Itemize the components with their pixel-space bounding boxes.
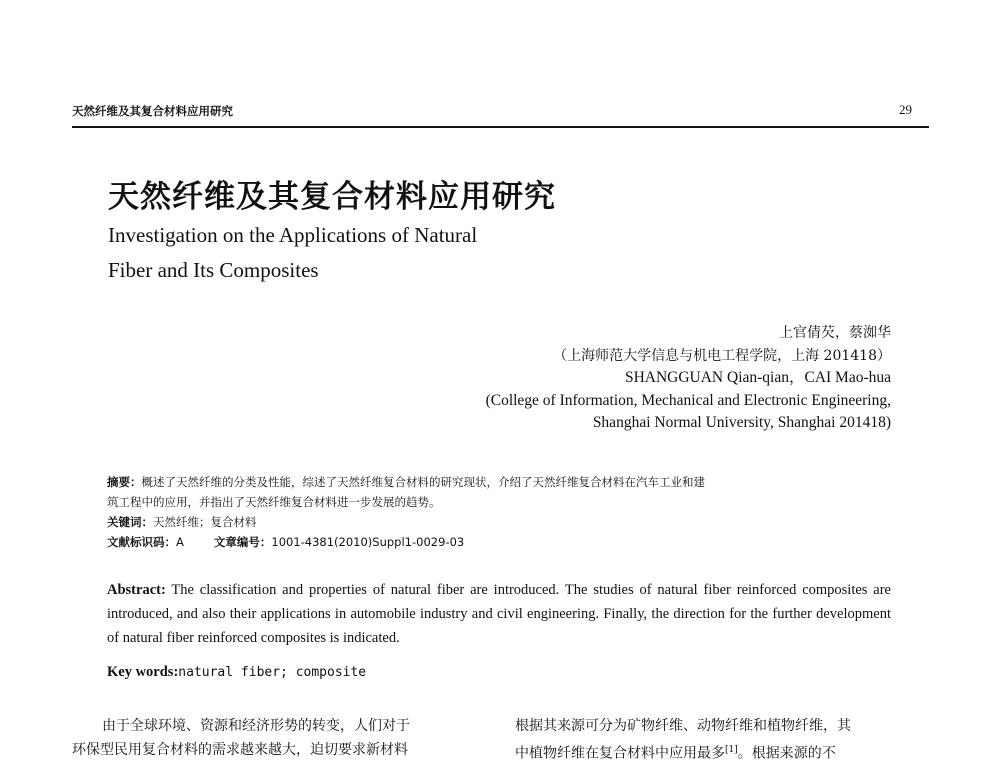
affiliation-chinese: （上海师范大学信息与机电工程学院，上海 201418）: [553, 347, 891, 364]
title-english-line-1: Investigation on the Applications of Natural: [108, 223, 478, 247]
abstract-chinese-label: 摘要：: [107, 475, 142, 489]
doc-code-value: A: [176, 535, 184, 549]
body-left-line-2: 环保型民用复合材料的需求越来越大，迫切要求新材料: [72, 742, 408, 758]
abstract-chinese: [107, 472, 892, 552]
keywords-chinese-label: 关键词：: [107, 515, 153, 529]
body-right-line-1: 根据其来源可分为矿物纤维、动物纤维和植物纤维，其: [515, 718, 851, 734]
keywords-chinese: [107, 512, 892, 532]
title-english: [108, 218, 668, 288]
affiliation-english-line-1: (College of Information, Mechanical and Electronic Engineering,: [485, 391, 891, 409]
title-english-line-2: Fiber and Its Composites: [108, 258, 319, 282]
author-names-chinese: 上官倩芡，蔡洳华: [779, 325, 891, 341]
keywords-english: [107, 664, 366, 681]
page-number: 29: [899, 102, 912, 117]
body-column-right: [515, 714, 930, 760]
author-names-english: SHANGGUAN Qian-qian，CAI Mao-hua: [624, 369, 891, 386]
keywords-english-value: natural fiber; composite: [178, 665, 367, 680]
running-head: [72, 100, 928, 122]
title-chinese: 天然纤维及其复合材料应用研究: [108, 179, 556, 215]
body-right-line-2-a: 中植物纤维在复合材料中应用最多: [515, 745, 725, 760]
keywords-english-label: Key words:: [107, 664, 179, 680]
body-left-line-1: 由于全球环境、资源和经济形势的转变，人们对于: [102, 718, 410, 734]
abstract-english-label: Abstract:: [107, 582, 166, 598]
body-column-left: [72, 714, 492, 760]
body-right-line-2: [515, 738, 930, 760]
affiliation-english-line-2: Shanghai Normal University, Shanghai 201418): [592, 414, 891, 431]
header-rule: [72, 126, 929, 128]
citation-ref[interactable]: [1]: [725, 745, 738, 755]
article-number-label: 文章编号：: [213, 535, 272, 549]
abstract-chinese-text-2: 筑工程中的应用，并指出了天然纤维复合材料进一步发展的趋势。: [107, 495, 441, 509]
doc-code-label: 文献标识码：: [107, 535, 176, 549]
abstract-english: [107, 578, 891, 650]
abstract-chinese-line-1: [107, 472, 892, 492]
document-codes: [107, 532, 892, 552]
abstract-chinese-text-1: 概述了天然纤维的分类及性能，综述了天然纤维复合材料的研究现状，介绍了天然纤维复合材料在汽车工业和建: [141, 475, 705, 489]
abstract-english-text: The classification and properties of natural fiber are introduced. The studies of natural fiber reinforced composites are introduced, and also their applications in automobile industry and civil engineering. Finally, the direction for the further development of natural fiber reinforced composites is indicated.: [107, 582, 891, 646]
keywords-chinese-value: 天然纤维；复合材料: [153, 515, 257, 529]
body-right-line-2-b: 。根据来源的不: [737, 745, 836, 760]
author-block: [486, 322, 891, 435]
running-head-title: 天然纤维及其复合材料应用研究: [72, 104, 233, 118]
article-number-value: 1001-4381(2010)Suppl1-0029-03: [271, 535, 465, 549]
